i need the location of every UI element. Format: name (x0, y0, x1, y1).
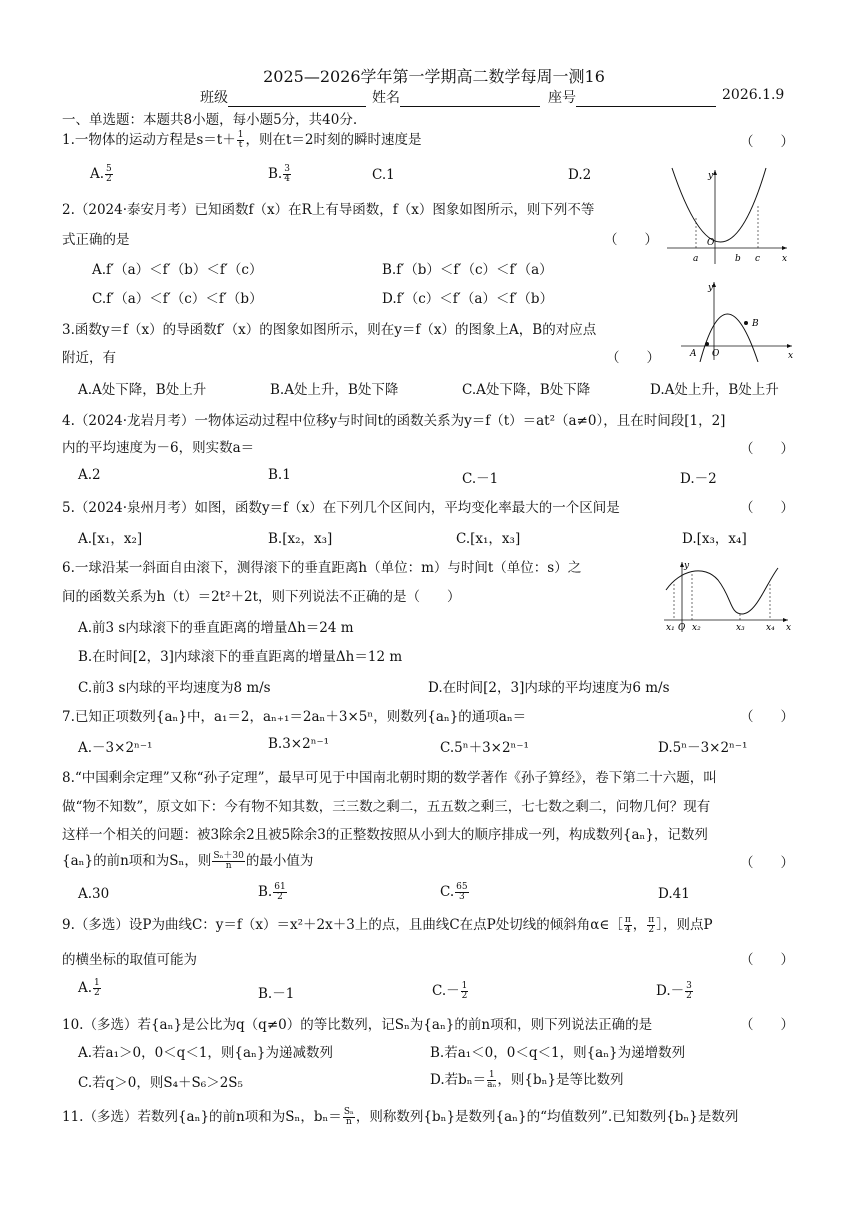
page-title: 2025—2026学年第一学期高二数学每周一测16 (263, 67, 605, 86)
name-label: 姓名 (372, 90, 400, 106)
svg-text:x₄: x₄ (766, 623, 775, 633)
svg-text:y: y (708, 171, 714, 181)
svg-text:O: O (678, 623, 686, 633)
q1-option-a: A. $\frac{5}{2}$ (90, 164, 112, 184)
name-blank[interactable] (400, 92, 540, 107)
q5-option-b: B.[x₂，x₃] (268, 531, 333, 547)
fraction: $\frac{\text{Sₙ＋30}}{n}$ (213, 851, 244, 871)
question-3-stem-line2: 附近，有 (62, 350, 116, 366)
answer-paren: （ ） (604, 232, 658, 248)
question-8-stem-line3: 这样一个相关的问题：被3除余2且被5除余3的正整数按照从小到大的顺序排成一列，构成数列{aₙ}，记数列 (62, 827, 708, 843)
q3-option-c: C.A处下降，B处下降 (462, 382, 591, 398)
answer-paren: （ ） (740, 1017, 794, 1033)
q1-option-c: C.1 (372, 167, 395, 183)
fraction: $\frac{1}{t}$ (237, 130, 244, 150)
q1-option-b: B. $\frac{3}{4}$ (268, 164, 290, 184)
q10-option-a: A.若a₁＞0，0＜q＜1，则{aₙ}为递减数列 (78, 1045, 333, 1061)
q6-option-a: A.前3 s内球滚下的垂直距离的增量Δh＝24 m (78, 620, 354, 636)
question-5-stem: 5.（2024·泉州月考）如图，函数y＝f（x）在下列几个区间内，平均变化率最大的一个区间是 (62, 500, 620, 516)
q8-option-c: C. $\frac{65}{3}$ (440, 882, 468, 902)
q6-option-c: C.前3 s内球的平均速度为8 m/s (78, 680, 271, 696)
question-2-stem-line2: 式正确的是 (62, 232, 130, 248)
svg-text:x: x (788, 351, 794, 361)
q8-option-d: D.41 (658, 886, 690, 902)
q5-option-c: C.[x₁，x₃] (456, 531, 521, 547)
svg-text:x: x (786, 623, 792, 633)
answer-paren: （ ） (740, 709, 794, 725)
q2-option-b: B.f′（b）＜f′（c）＜f′（a） (382, 262, 553, 278)
question-1-stem: 1.一物体的运动方程是s＝t＋ $\frac{1}{t}$ ，则在t＝2时刻的瞬时速度是 (62, 130, 422, 150)
q2-option-d: D.f′（c）＜f′（a）＜f′（b） (382, 291, 554, 307)
name-field (372, 87, 540, 107)
question-6-stem-line2: 间的函数关系为h（t）＝2t²＋2t，则下列说法不正确的是（ ） (62, 589, 461, 605)
question-9-stem-line1: 9.（多选）设P为曲线C：y＝f（x）＝x²＋2x＋3上的点，且曲线C在点P处切线的倾斜角α∈［ $\frac{\pi}{4}$ ， $\frac{\pi}{2}$ ］，则点P (62, 915, 713, 935)
answer-paren: （ ） (740, 441, 794, 457)
question-8-stem-line1: 8.“中国剩余定理”又称“孙子定理”，最早可见于中国南北朝时期的数学著作《孙子算经》，卷下第二十六题，叫 (62, 770, 717, 786)
svg-text:O: O (712, 349, 720, 359)
question-11-stem: 11.（多选）若数列{aₙ}的前n项和为Sₙ，bₙ＝ $\frac{\text{Sₙ}}{n}$ ，则称数列{bₙ}是数列{aₙ}的“均值数列”.已知数列{bₙ}是数列 (62, 1107, 739, 1127)
q2-option-a: A.f′（a）＜f′（b）＜f′（c） (92, 262, 263, 278)
svg-text:x: x (782, 254, 788, 264)
svg-text:O: O (707, 238, 715, 248)
section-heading: 一、单选题：本题共8小题，每小题5分，共40分. (62, 112, 358, 128)
q3-option-d: D.A处上升，B处上升 (650, 382, 779, 398)
question-3-stem-line1: 3.函数y＝f（x）的导函数f′（x）的图象如图所示，则在y＝f（x）的图象上A，B的对应点 (62, 322, 597, 338)
question-9-stem-line2: 的横坐标的取值可能为 (62, 952, 197, 968)
q10-option-b: B.若a₁＜0，0＜q＜1，则{aₙ}为递增数列 (430, 1045, 686, 1061)
q2-option-c: C.f′（a）＜f′（c）＜f′（b） (92, 291, 263, 307)
q4-option-b: B.1 (268, 467, 291, 483)
svg-text:x₃: x₃ (736, 623, 745, 633)
svg-text:a: a (693, 254, 699, 264)
q3-option-b: B.A处上升，B处下降 (270, 382, 399, 398)
date-text: 2026.1.9 (722, 87, 785, 103)
q8-option-b: B. $\frac{61}{2}$ (258, 882, 286, 902)
question-4-stem-line1: 4.（2024·龙岩月考）一物体运动过程中位移y与时间t的函数关系为y＝f（t）＝at²（a≠0），且在时间段[1，2] (62, 413, 726, 429)
q4-option-a: A.2 (78, 467, 101, 483)
class-blank[interactable] (228, 92, 366, 107)
class-label: 班级 (200, 90, 228, 106)
svg-text:x₂: x₂ (692, 623, 701, 633)
q5-option-d: D.[x₃，x₄] (682, 531, 747, 547)
question-8-stem-line2: 做“物不知数”，原文如下：今有物不知其数，三三数之剩二，五五数之剩三，七七数之剩二，问物几何？现有 (62, 799, 711, 815)
q8-option-a: A.30 (78, 886, 110, 902)
question-6-stem-line1: 6.一球沿某一斜面自由滚下，测得滚下的垂直距离h（单位：m）与时间t（单位：s）之 (62, 560, 582, 576)
seat-label: 座号 (548, 90, 576, 106)
q9-option-a: A. $\frac{1}{2}$ (78, 978, 100, 998)
q5-option-a: A.[x₁，x₂] (78, 531, 143, 547)
answer-paren: （ ） (740, 952, 794, 968)
seat-field (548, 87, 716, 107)
q10-option-d: D.若bₙ＝ $\frac{1}{\text{aₙ}}$ ，则{bₙ}是等比数列 (430, 1070, 624, 1090)
svg-text:y: y (684, 561, 690, 571)
q5-curve-figure (660, 556, 794, 636)
q10-option-c: C.若q＞0，则S₄＋S₆＞2S₅ (78, 1075, 243, 1091)
q7-option-c: C.5ⁿ＋3×2ⁿ⁻¹ (440, 740, 529, 756)
seat-blank[interactable] (576, 92, 716, 107)
answer-paren: （ ） (740, 134, 794, 150)
q4-option-c: C.－1 (462, 471, 499, 487)
answer-paren: （ ） (740, 500, 794, 516)
q4-option-d: D.－2 (680, 471, 717, 487)
question-2-stem-line1: 2.（2024·泰安月考）已知函数f（x）在R上有导函数，f（x）图象如图所示，则下列不等 (62, 202, 595, 218)
svg-text:B: B (752, 319, 759, 329)
answer-paren: （ ） (606, 350, 660, 366)
q3-derivative-figure (676, 276, 796, 362)
question-10-stem: 10.（多选）若{aₙ}是公比为q（q≠0）的等比数列，记Sₙ为{aₙ}的前n项和，则下列说法正确的是 (62, 1017, 653, 1033)
q6-option-d: D.在时间[2，3]内球的平均速度为6 m/s (428, 680, 670, 696)
q1-option-d: D.2 (568, 167, 592, 183)
svg-text:x₁: x₁ (666, 623, 675, 633)
svg-text:b: b (735, 254, 741, 264)
class-field (200, 87, 366, 107)
q9-option-b: B.－1 (258, 986, 295, 1002)
q7-option-d: D.5ⁿ－3×2ⁿ⁻¹ (658, 740, 748, 756)
q7-option-b: B.3×2ⁿ⁻¹ (268, 736, 330, 752)
q6-option-b: B.在时间[2，3]内球滚下的垂直距离的增量Δh＝12 m (78, 649, 403, 665)
svg-text:y: y (708, 283, 714, 293)
q9-option-c: C.－ $\frac{1}{2}$ (432, 981, 468, 1001)
answer-paren: （ ） (740, 855, 794, 871)
q7-option-a: A.－3×2ⁿ⁻¹ (78, 740, 153, 756)
svg-text:A: A (690, 349, 697, 359)
svg-text:c: c (755, 254, 761, 264)
q3-option-a: A.A处下降，B处上升 (78, 382, 207, 398)
question-7-stem: 7.已知正项数列{aₙ}中，a₁＝2，aₙ₊₁＝2aₙ＋3×5ⁿ，则数列{aₙ}的通项aₙ＝ (62, 709, 527, 725)
q2-parabola-figure (662, 166, 792, 266)
question-8-stem-line4: {aₙ}的前n项和为Sₙ，则 $\frac{\text{Sₙ＋30}}{n}$ 的最小值为 (62, 851, 314, 871)
question-4-stem-line2: 内的平均速度为－6，则实数a＝ (62, 440, 255, 456)
q9-option-d: D.－ $\frac{3}{2}$ (656, 981, 692, 1001)
